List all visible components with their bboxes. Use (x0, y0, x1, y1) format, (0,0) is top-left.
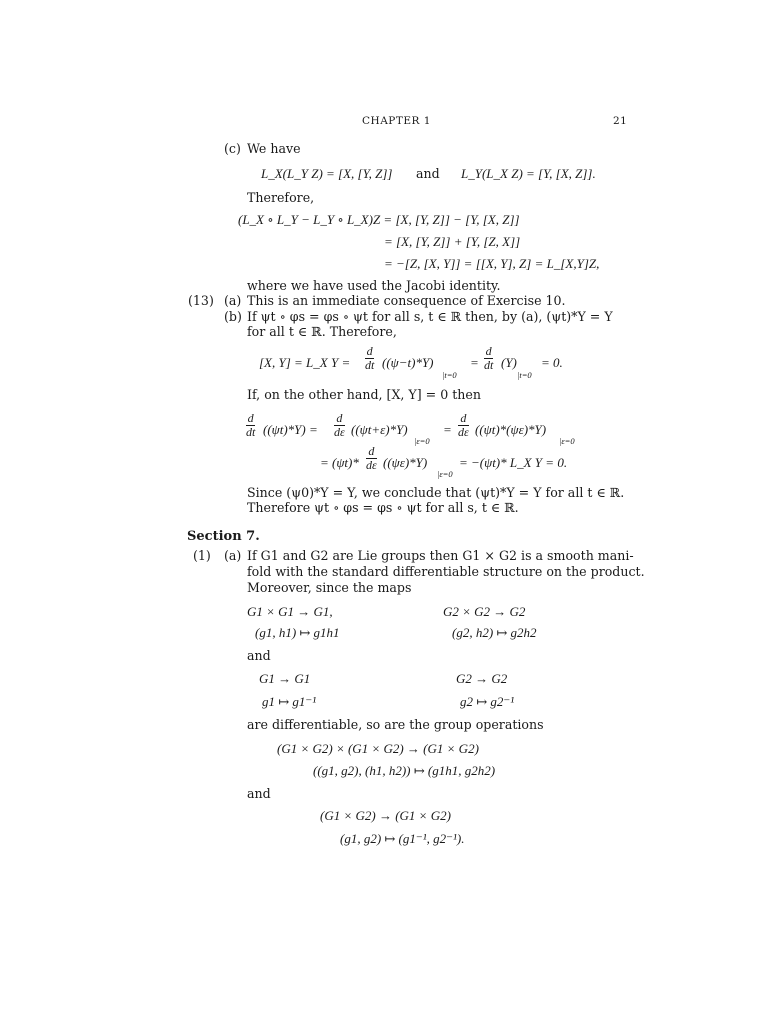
eq2-subscript-3: |ε=0 (559, 436, 575, 446)
product-operation-bottom: ((g1, g2), (h1, h2)) ↦ (g1h1, g2h2) (313, 763, 496, 778)
eq1-fraction-2: $\frac{d}{dt}$ (484, 344, 494, 372)
exercise-13a-label: (a) (224, 293, 242, 308)
inverse-operation-top: (G1 × G2) → (G1 × G2) (320, 808, 451, 823)
section-text-line-3: Moreover, since the maps (247, 580, 412, 595)
differentiable-text: are differentiable, so are the group operations (247, 717, 544, 732)
section-item-a-label: (a) (224, 548, 242, 563)
inverse-1-top: G1 → G1 (259, 671, 311, 686)
running-header-chapter: CHAPTER 1 (362, 115, 431, 127)
eq2-fraction-1: $\frac{d}{dt}$ (246, 411, 256, 439)
part-c-label: (c) (224, 141, 241, 156)
section-heading: Section 7. (187, 529, 260, 544)
eq3-subscript: |ε=0 (437, 469, 453, 479)
eq3-fraction: $\frac{d}{d\varepsilon}$ (366, 444, 377, 472)
exercise-13b-label: (b) (224, 309, 242, 324)
equation-lxly: L_X(L_Y Z) = [X, [Y, Z]] (261, 166, 393, 181)
map-1-bottom: (g1, h1) ↦ g1h1 (255, 625, 340, 640)
section-text-line-2: fold with the standard differentiable structure on the product. (247, 564, 645, 579)
exercise-13a-text: This is an immediate consequence of Exercise 10. (247, 293, 566, 308)
map-1-top: G1 × G1 → G1, (247, 604, 333, 619)
eq2-term-3: ((ψt)*(ψε)*Y) (475, 422, 547, 437)
derivation-line-3: = −[Z, [X, Y]] = [[X, Y], Z] = L_[X,Y]Z, (384, 256, 600, 271)
eq1-term-1: ((ψ−t)*Y) (382, 355, 434, 370)
equation-and: and (416, 166, 440, 181)
derivation-line-1: (L_X ∘ L_Y − L_Y ∘ L_X)Z = [X, [Y, Z]] − [Y, [X, Z]] (238, 212, 520, 227)
and-text-2: and (247, 786, 271, 801)
eq1-subscript-1: |t=0 (442, 370, 457, 380)
converse-text: If, on the other hand, [X, Y] = 0 then (247, 387, 481, 402)
product-operation-top: (G1 × G2) × (G1 × G2) → (G1 × G2) (277, 741, 479, 756)
eq1-lhs: [X, Y] = L_X Y = (259, 355, 351, 370)
eq1-term-2: (Y) (501, 355, 517, 370)
eq1-rhs: = 0. (541, 355, 563, 370)
exercise-13b-line-1: If ψt ∘ φs = φs ∘ ψt for all s, t ∈ ℝ then, by (a), (ψt)*Y = Y (247, 309, 613, 324)
inverse-2-bottom: g2 ↦ g2⁻¹ (460, 694, 515, 709)
equation-lylx: L_Y(L_X Z) = [Y, [X, Z]]. (461, 166, 596, 181)
eq2-fraction-3: $\frac{d}{d\varepsilon}$ (458, 411, 469, 439)
eq2-term-1: ((ψt)*Y) = (263, 422, 318, 437)
map-2-top: G2 × G2 → G2 (443, 604, 526, 619)
section-item-number: (1) (193, 548, 211, 563)
therefore-text: Therefore, (247, 190, 315, 205)
eq1-equals: = (470, 355, 479, 370)
page-number: 21 (613, 115, 628, 127)
eq3-lhs: = (ψt)* (320, 455, 359, 470)
eq3-term: ((ψε)*Y) (383, 455, 428, 470)
section-text-line-1: If G1 and G2 are Lie groups then G1 × G2 is a smooth mani- (247, 548, 634, 563)
eq1-subscript-2: |t=0 (517, 370, 532, 380)
exercise-13b-line-2: for all t ∈ ℝ. Therefore, (247, 324, 397, 339)
jacobi-note: where we have used the Jacobi identity. (247, 278, 501, 293)
eq3-rhs: = −(ψt)* L_X Y = 0. (459, 455, 568, 470)
derivation-line-2: = [X, [Y, Z]] + [Y, [Z, X]] (384, 234, 521, 249)
eq2-fraction-2: $\frac{d}{d\varepsilon}$ (334, 411, 345, 439)
map-2-bottom: (g2, h2) ↦ g2h2 (452, 625, 537, 640)
conclusion-line-2: Therefore ψt ∘ φs = φs ∘ ψt for all s, t ∈ ℝ. (247, 500, 519, 515)
exercise-13-number: (13) (188, 293, 214, 308)
eq1-fraction-1: $\frac{d}{dt}$ (365, 344, 375, 372)
inverse-1-bottom: g1 ↦ g1⁻¹ (262, 694, 317, 709)
eq2-equals: = (443, 422, 452, 437)
conclusion-line-1: Since (ψ0)*Y = Y, we conclude that (ψt)*Y = Y for all t ∈ ℝ. (247, 485, 625, 500)
inverse-operation-bottom: (g1, g2) ↦ (g1⁻¹, g2⁻¹). (340, 831, 465, 846)
eq2-term-2: ((ψt+ε)*Y) (351, 422, 408, 437)
inverse-2-top: G2 → G2 (456, 671, 508, 686)
eq2-subscript-2: |ε=0 (414, 436, 430, 446)
part-c-intro: We have (247, 141, 301, 156)
and-text-1: and (247, 648, 271, 663)
